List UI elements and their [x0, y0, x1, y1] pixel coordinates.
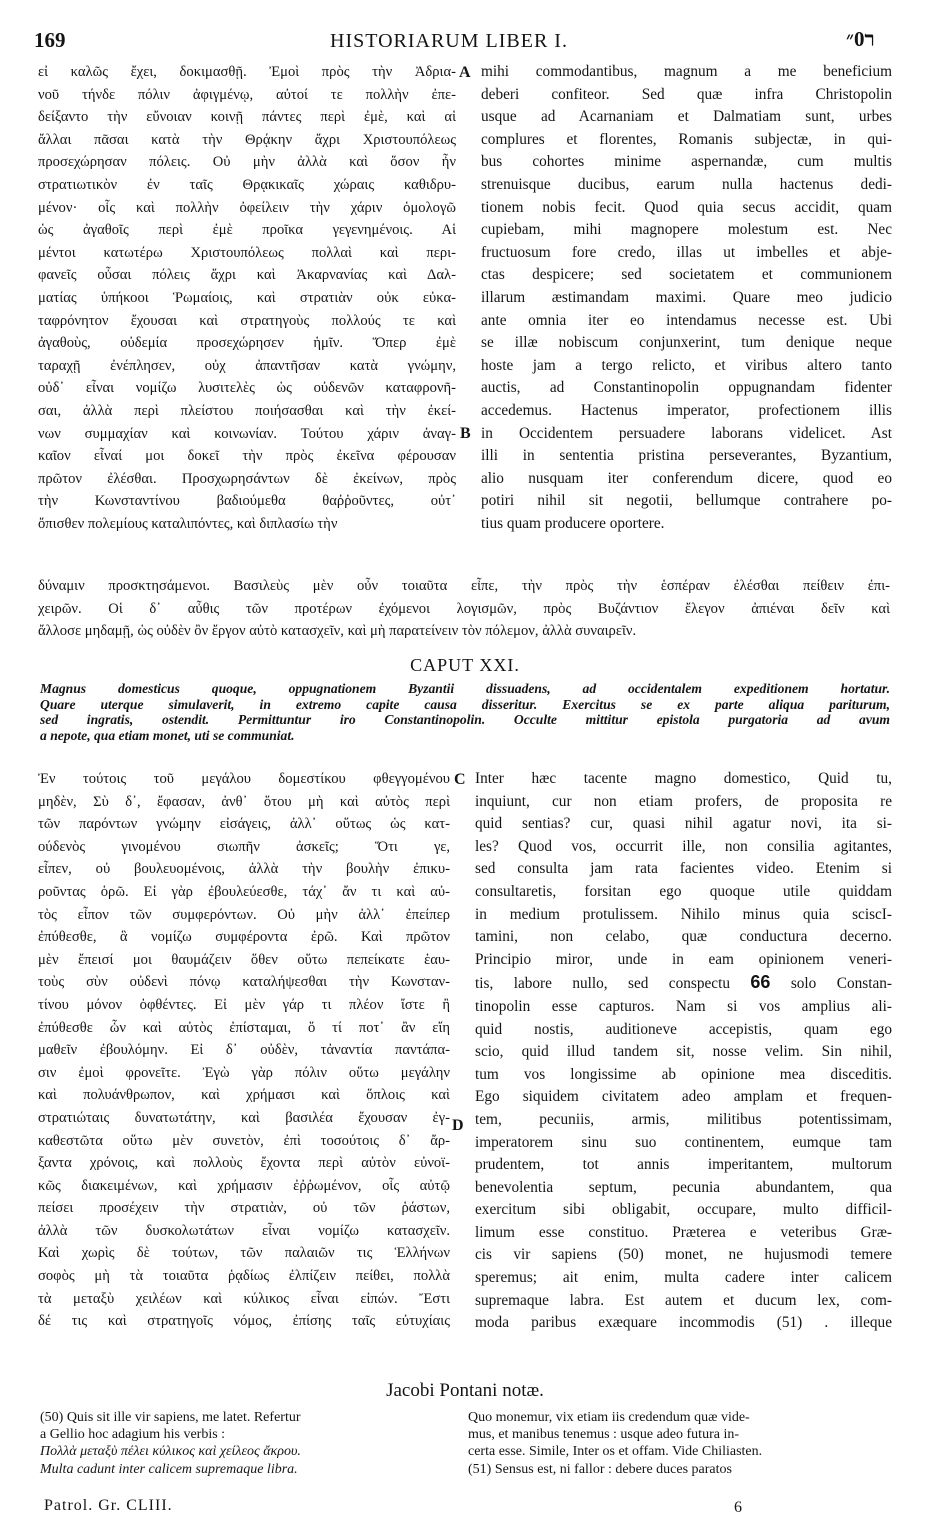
- greek-text-line: ταραχῇ ἐνέπλησεν, οὐχ ἀπαντῆσαν κατὰ γνώμην,: [38, 357, 456, 374]
- chapter-summary: [40, 681, 890, 743]
- running-title: HISTORIARUM LIBER I.: [330, 30, 568, 52]
- note-line: certa esse. Simile, Inter os et offam. Vide Chiliasten.: [468, 1444, 763, 1460]
- latin-text-line: cis vir sapiens (50) monet, ne hujusmodi temere: [475, 1246, 892, 1264]
- margin-letter-d: D: [452, 1117, 464, 1134]
- note-line: (51) Sensus est, ni fallor : debere duces paratos: [468, 1461, 732, 1477]
- summary-line: Quare uterque simulaverit, in extremo capite causa disseritur. Exercitus se ex parte aliqua pariturum,: [40, 696, 890, 712]
- greek-text-line: νων συμμαχίαν καὶ κοινωνίαν. Τούτου χάριν ἀναγ-: [38, 425, 456, 442]
- lower-greek-column: [38, 768, 450, 1333]
- latin-text-line: exercitum sibi obligabit, occupare, multo difficil-: [475, 1201, 892, 1219]
- latin-text-line: ante omnia iter eo intendamus necesse est. Ubi: [481, 311, 892, 329]
- greek-text-line: κῶς διακειμένων, καὶ χρήμασιν ἐῤῥωμένον, οἷς αὐτῷ: [38, 1177, 450, 1194]
- latin-text-line: tem, pecuniis, armis, militibus potentissimam,: [475, 1110, 892, 1128]
- greek-text-line: τοὺς σὺν οὐδενὶ πόνῳ καταλήψεσθαι τὴν Κωνσταν-: [38, 974, 450, 991]
- latin-text-line: Inter hæc tacente magno domestico, Quid tu,: [475, 770, 892, 787]
- latin-text-line: in Occidentem persuadere laborans videlicet. Ast: [481, 424, 892, 442]
- greek-text-line: ξαντα χρόνοις, καὶ πολλοὺς ἔχοντα περὶ αὐτὸν εὐνοϊ-: [38, 1155, 450, 1172]
- latin-text-line: benevolentia septum, pecunia abundantem, qua: [475, 1178, 892, 1196]
- greek-text-line: εἰ καλῶς ἔχει, δοκιμασθῇ. Ἐμοὶ πρὸς τὴν Ἀδρια-: [38, 64, 456, 80]
- greek-text-line: τὸς εἶπον τῶν συμφερόντων. Οὐ μὴν ἀλλ᾽ ἐπείπερ: [38, 906, 450, 923]
- greek-text-line: τὰ μεταξὺ χειλέων καὶ κύλικος εἶναι εἰπών. Ἔστι: [38, 1290, 450, 1307]
- latin-text-line: tius quam producere oportere.: [481, 514, 665, 532]
- margin-letter-a: A: [459, 64, 471, 81]
- note-line: Quo monemur, vix etiam iis credendum quæ vide-: [468, 1410, 750, 1425]
- latin-text-line: complures et florentes, Romanis subjectæ, in qui-: [481, 130, 892, 148]
- column-number: 66: [750, 972, 771, 993]
- latin-text-line: in medium protulissem. Nihilo minus quia sciscI-: [475, 905, 892, 923]
- latin-text-line: potiri nihil sit negotii, bellumque contrahere po-: [481, 492, 892, 510]
- latin-text-line: deberi confiteor. Sed quæ infra Christopolin: [481, 85, 892, 103]
- latin-text-line: auctis, ad Constantinopolin oppugnandam fidenter: [481, 379, 892, 397]
- greek-text-line: καὶ πολυάνθρωπον, καὶ χρήμασι καὶ ὅπλοις καὶ: [38, 1087, 450, 1104]
- greek-text-line: τῶν παρόντων γνώμην εἰσάγεις, ἀλλ᾽ οὕτως ὡς κατ-: [38, 816, 450, 833]
- page-number: 169: [34, 28, 66, 52]
- note-line: (50) Quis sit ille vir sapiens, me latet. Refertur: [40, 1410, 301, 1425]
- greek-text-line: τὴν Κωνσταντίνου βαδιούμεθα θαῤῥοῦντες, οὐτ᾽: [38, 493, 456, 510]
- latin-text-line: tum vos longissime ab opinione mea disceditis.: [475, 1065, 892, 1083]
- greek-text-line: ὄπισθεν πολεμίους καταλιπόντες, καὶ διπλασίω τὴν: [38, 515, 338, 532]
- note-line: Multa cadunt inter calicem supremaque libra.: [40, 1461, 298, 1477]
- greek-text-line: τίνου μόνον ὀφθέντες. Εἰ μὲν γάρ τι πλέον ἴστε ἢ: [38, 996, 450, 1013]
- greek-text-line: πείσει προσέχειν τὴν στρατιὰν, οὐ τῶν ῥάστων,: [38, 1200, 450, 1217]
- greek-text-line: ούδενὸς γινομένου σιωπῆν ἀσκεῖς; Ὅτι γε,: [38, 838, 450, 855]
- greek-text-line: εἶπεν, οὐ βουλευομένοις, ἀλλὰ τὴν βουλὴν ἐπικυ-: [38, 861, 450, 878]
- greek-text-line: χειρῶν. Οἱ δ᾽ αὖθις τῶν προτέρων ἐχόμενοι λογισμῶν, πρὸς Βυζάντιον ἔλεγον ἀπιέναι δεῖν καὶ: [38, 600, 890, 617]
- greek-text-line: σιν ἐμοὶ φρονεῖτε. Ἐγὼ γὰρ πόλιν οὕτω μεγάλην: [38, 1064, 450, 1081]
- greek-text-line: καῖον εἶναί μοι δοκεῖ τὴν πρὸς ἐκεῖνα φέρουσαν: [38, 448, 456, 465]
- greek-text-line: δέ τις καὶ στρατηγοῖς νόμος, ἐπίσης ταῖς εὐτυχίαις: [38, 1313, 450, 1330]
- notes-title: Jacobi Pontani notæ.: [386, 1380, 544, 1401]
- latin-text-line: fructuosum fore credo, illas ut imbelles et abje-: [481, 243, 892, 261]
- latin-text-line: consultaretis, forsitan ego quoque utile quiddam: [475, 882, 892, 900]
- latin-text-line: illarum æstimandam maximi. Quare meo judicio: [481, 288, 892, 306]
- latin-text-line: scio, quid illud tandem sit, nosse velim. Sin nihil,: [475, 1043, 892, 1061]
- latin-text-line: inquiunt, cur non etiam profers, de proposita re: [475, 792, 892, 810]
- latin-text-line: Ego siquidem civitatem adeo amplam et frequen-: [475, 1088, 892, 1106]
- greek-text-line: σοφὸς μὴ τὰ τοιαῦτα ῥᾳδίως ἐλπίζειν πείθει, πολλὰ: [38, 1268, 450, 1285]
- latin-text-line: bus cohortes minime aspernandæ, cum multis: [481, 153, 892, 171]
- latin-text-line: strenuisque ducibus, earum nulla hactenus dedi-: [481, 175, 892, 193]
- summary-line: Magnus domesticus quoque, oppugnationem Byzantii dissuadens, ad occidentalem expeditionem hortatur.: [40, 681, 890, 696]
- latin-text-line: tinopolin esse capturos. Nam si vos amplius ali-: [475, 997, 892, 1015]
- greek-text-line: πρῶτον ἐλέσθαι. Προσχωρησάντων δὲ ἐκείνων, πρὸς: [38, 470, 456, 487]
- greek-text-line: μὲν ἔπεισί μοι θαυμάζειν ὅθεν οὕτω πεπείκατε ἑαυ-: [38, 951, 450, 968]
- greek-text-line: προσεχώρησαν πόλεις. Οὐ μὴν ἀλλὰ καὶ ὅσον ἦν: [38, 154, 456, 171]
- latin-text-line: ctas despicere; sed societatem et communionem: [481, 266, 892, 284]
- greek-text-line: Ἐν τούτοις τοῦ μεγάλου δομεστίκου φθεγγομένου: [38, 771, 450, 787]
- greek-text-line: ἐπύθεσθε ὧν καὶ αὐτὸς ἐπίσταμαι, ὅ τί ποτ᾽ ἂν εἴη: [38, 1019, 450, 1036]
- latin-text-line: se illæ nobiscum conjunxerint, tum denique neque: [481, 334, 892, 352]
- greek-text-line: νοῦ τήνδε πόλιν ἀφιγμένῳ, αὐτοί τε πολλὴν ἐπε-: [38, 86, 456, 103]
- greek-text-line: μέντοι κατωτέρω Χριστουπόλεως πολλαὶ καὶ περι-: [38, 244, 456, 261]
- greek-text-line: μηδὲν, Σὺ δ᾽, ἔφασαν, ἀνθ᾽ ὅτου μὴ καὶ αὐτὸς περὶ: [38, 793, 450, 810]
- greek-text-line: ἄλλαι πᾶσαι κατὰ τὴν Θρᾴκην ἄχρι Χριστουπόλεως: [38, 131, 456, 148]
- greek-text-line: οὐδ᾽ εἶναι νομίζω λυσιτελὲς ὡς οὐδενῶν καταφρονῆ-: [38, 380, 456, 397]
- notes-right-column: [468, 1409, 893, 1478]
- greek-text-line: ματίας ὑπήκοοι Ῥωμαίοις, καὶ στρατιὰν οὐκ εὐκα-: [38, 289, 456, 306]
- latin-text-line: tionem nobis fecit. Quod quia secus accidit, quam: [481, 198, 892, 216]
- latin-text-line: accedemus. Hactenus imperator, profectionem illis: [481, 401, 892, 419]
- note-line: a Gellio hoc adagium his verbis :: [40, 1427, 226, 1443]
- lower-latin-column: [475, 768, 892, 1335]
- greek-text-line: καθεστῶτα οὕτω μὲν συνετὸν, ἐπὶ τοσούτοις δ᾽ ἄρ-: [38, 1132, 450, 1149]
- greek-text-line: ἀγαθοὺς, οὐδεμία προσεχώρησεν ἡμῖν. Ὅπερ ἐμὲ: [38, 335, 456, 352]
- latin-text-line: usque ad Acarnaniam et Dalmatiam sunt, urbes: [481, 108, 892, 126]
- latin-text-line: supremaque labra. Est autem et ducum lex, com-: [475, 1291, 892, 1309]
- latin-text-line: alio nusquam iter conferendum dicere, quod eo: [481, 469, 892, 487]
- greek-text-line: ὡς ἀγαθοῖς περὶ ἐμὲ προῖκα γεγενημένοις. Αἱ: [38, 222, 456, 239]
- summary-line: sed ingratis, ostendit. Permittuntur iro Constantinopolin. Occulte mittitur epistola purgatoria ad avum: [40, 712, 890, 727]
- greek-text-line: ἀλλὰ τῶν δυσκολωτάτων εἶναι νομίζω κατασχεῖν.: [38, 1222, 450, 1239]
- note-line: Πολλὰ μεταξὺ πέλει κύλικος καὶ χείλεος ἄκρου.: [40, 1444, 301, 1460]
- latin-text-line: prudentem, tot annis imperitantem, multorum: [475, 1156, 892, 1174]
- greek-text-line: ἐπύθεσθε, ἃ νομίζω συμφέροντα ἐρῶ. Καὶ πρῶτον: [38, 929, 450, 946]
- chapter-heading: CAPUT XXI.: [410, 655, 520, 675]
- greek-text-line: στρατιώταις δυνατωτάτην, καὶ βασιλέα ἔχουσαν ἐγ-: [38, 1109, 450, 1126]
- margin-letter-c: C: [454, 771, 466, 788]
- note-line: mus, et manibus tenemus : usque adeo futura in-: [468, 1427, 739, 1443]
- greek-text-line: δείξαντο τὴν εὔνοιαν κοινῇ πάντες περὶ ἐμὲ, καὶ αἱ: [38, 109, 456, 126]
- greek-text-line: ταφρόνητον ἔχουσαι καὶ στρατηγοὺς πολλούς τε καὶ: [38, 312, 456, 329]
- latin-text-line: illi in sententia pristina perseverantes, Byzantium,: [481, 447, 892, 465]
- notes-left-column: [40, 1409, 450, 1478]
- greek-text-line: στρατιωτικὸν ἐν ταῖς Θρᾳκικαῖς χώραις καθιδρυ-: [38, 176, 456, 193]
- full-width-greek: [38, 575, 890, 643]
- greek-text-line: ἄλλοσε μηδαμῇ, ὡς οὐδὲν ὂν ἔργον αὐτὸ κατασχεῖν, καὶ μὴ παρατείνειν τὸν πόλεμον, ἀλλὰ συναιρεῖν.: [38, 623, 637, 640]
- latin-text-line: cupiebam, mihi magnopere molestum est. Nec: [481, 221, 892, 239]
- upper-greek-column: [38, 61, 456, 535]
- margin-letter-b: B: [460, 425, 471, 442]
- greek-text-line: ροῦντας ὁρῶ. Εἰ γὰρ ἐβουλεύεσθε, τάχ᾽ ἄν τι καὶ αὐ-: [38, 883, 450, 900]
- latin-text-line: limum esse constituo. Præterea e veteribus Græ-: [475, 1223, 892, 1241]
- latin-text-line: sed consulta jam rata facientes video. Etenim si: [475, 860, 892, 878]
- latin-text-line: quid nostis, auditioneve accepistis, quam ego: [475, 1020, 892, 1038]
- latin-text-line: hoste jam a tergo relicto, et viribus altero tanto: [481, 356, 892, 374]
- greek-text-line: μένον· οἷς καὶ πολλὴν ὀφείλειν τὴν χάριν ὁμολογῶ: [38, 199, 456, 216]
- latin-text-line: imperatorem sinu suo continentem, eumque tam: [475, 1133, 892, 1151]
- hebrew-mark: ר0״: [846, 27, 875, 51]
- patrologia-signature: Patrol. Gr. CLIII.: [44, 1497, 173, 1514]
- latin-text-line: les? Quod vos, occurrit ille, non consilia agitantes,: [475, 837, 892, 855]
- summary-line: a nepote, qua etiam monet, uti se communiat.: [40, 727, 295, 743]
- latin-text-line: moda paribus exæquare incommodis (51) . illeque: [475, 1314, 892, 1332]
- latin-text-line: tamini, non celabo, quæ conductura decerno.: [475, 928, 892, 946]
- latin-text-line: speremus; ait enim, multa cadere inter calicem: [475, 1269, 892, 1287]
- greek-text-line: φανεῖς οὖσαι πόλεις ἄχρι καὶ Ἀκαρνανίας καὶ Δαλ-: [38, 267, 456, 284]
- greek-text-line: σαι, ἀλλὰ περὶ πλείστου ποιήσασθαι καὶ τὴν ἐκεί-: [38, 402, 456, 419]
- latin-text-line: tis, labore nullo, sed conspectu 66 solo Constan-: [475, 972, 892, 993]
- greek-text-line: δύναμιν προσκτησάμενοι. Βασιλεὺς μὲν οὖν τοιαῦτα εἶπε, τὴν πρὸς τὴν ἑσπέραν ἐλέσθαι πείθειν ἐπι-: [38, 578, 890, 594]
- greek-text-line: μαθεῖν ἐβουλόμην. Εἰ δ᾽ οὐδὲν, τἀναντία παντάπα-: [38, 1042, 450, 1059]
- latin-text-line: Principio miror, unde in eam opinionem veneri-: [475, 950, 892, 968]
- sheet-number: 6: [734, 1499, 742, 1516]
- latin-text-line: mihi commodantibus, magnum a me beneficium: [481, 63, 892, 80]
- latin-text-line: quid sentias? cur, quasi nihil agatur novi, ita si-: [475, 815, 892, 833]
- greek-text-line: Καὶ χωρὶς δὲ τούτων, τῶν παλαιῶν τις Ἑλλήνων: [38, 1245, 450, 1262]
- upper-latin-column: [481, 61, 892, 535]
